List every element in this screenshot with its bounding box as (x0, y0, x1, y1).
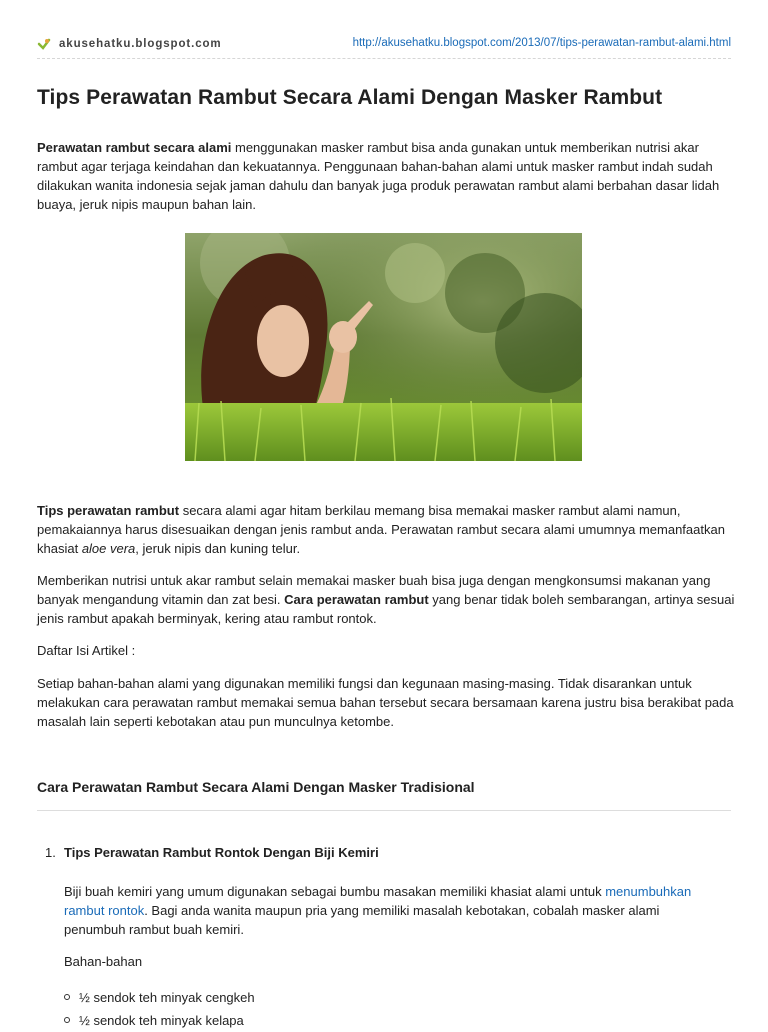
item-text-1: Biji buah kemiri yang umum digunakan sebagai bumbu masakan memiliki khasiat alami untuk (64, 884, 606, 899)
p3-text-2: yang benar tidak boleh sembarangan, artinya sesuai jenis rambut apakah berminyak, kering atau rambut rontok. (37, 592, 735, 626)
ingredients-label: Bahan-bahan (64, 954, 143, 969)
paragraph-4: Setiap bahan-bahan alami yang digunakan memiliki fungsi dan kegunaan masing-masing. Tidak disarankan untuk melakukan cara perawatan rambut memakai semua bahan tersebut secara bersamaan karena justru bisa berakibat pada masalah lain seperti kebotakan atau pun munculnya ketombe. (37, 676, 734, 729)
ingredient-text: ½ sendok teh minyak cengkeh (79, 990, 255, 1005)
p2-bold: Tips perawatan rambut (37, 503, 180, 518)
paragraph-2 (37, 501, 737, 558)
list-item (64, 1009, 255, 1032)
article-photo (185, 233, 582, 461)
list-item-title: Tips Perawatan Rambut Rontok Dengan Biji Kemiri (64, 845, 379, 860)
intro-bold: Perawatan rambut secara alami (37, 140, 232, 155)
toc-label: Daftar Isi Artikel : (37, 643, 136, 658)
p3-text-1: Memberikan nutrisi untuk akar rambut selain memakai masker buah bisa juga dengan mengkonsumsi makanan yang banyak mengandung vitamin dan zat besi. (37, 573, 711, 607)
p2-text-2: , jeruk nipis dan kuning telur. (135, 541, 301, 556)
source-url-link[interactable]: http://akusehatku.blogspot.com/2013/07/tips-perawatan-rambut-alami.html (352, 37, 731, 49)
hair-regrowth-link[interactable]: menumbuhkan rambut rontok (64, 884, 692, 918)
site-logo-icon (37, 37, 51, 51)
ingredients-list (64, 986, 255, 1032)
article-title: Tips Perawatan Rambut Secara Alami Dengan Masker Rambut (37, 86, 663, 109)
photo-illustration (185, 233, 582, 461)
intro-text: menggunakan masker rambut bisa anda gunakan untuk memberikan nutrisi akar rambut agar terjaga keindahan dan kekuatannya. Penggunaan bahan-bahan alami untuk masker rambut indah sudah dilakukan wanita indonesia sejak jaman dahulu dan banyak juga produk perawatan rambut alami berbahan dasar lidah buaya, jeruk nipis maupun bahan lain. (37, 140, 720, 212)
intro-paragraph (37, 138, 737, 214)
site-brand[interactable] (37, 37, 222, 51)
site-name: akusehatku.blogspot.com (59, 38, 222, 50)
bullet-icon (64, 1017, 70, 1023)
paragraph-3 (37, 571, 737, 628)
bullet-icon (64, 994, 70, 1000)
ingredient-text: ½ sendok teh minyak kelapa (79, 1013, 244, 1028)
p2-italic: aloe vera (81, 541, 136, 556)
p3-bold: Cara perawatan rambut (284, 592, 429, 607)
list-item (64, 986, 255, 1009)
list-item-number: 1. (45, 845, 56, 860)
item-text-2: . Bagi anda wanita maupun pria yang memiliki masalah kebotakan, cobalah masker alami penumbuh rambut buah kemiri. (64, 903, 660, 937)
item-paragraph (64, 882, 714, 939)
list-item (45, 845, 379, 860)
section-heading: Cara Perawatan Rambut Secara Alami Dengan Masker Tradisional (37, 779, 731, 811)
page-header (37, 34, 731, 59)
p2-text-1: secara alami agar hitam berkilau memang bisa memakai masker rambut alami namun, pemakaiannya harus disesuaikan dengan jenis rambut anda. Perawatan rambut secara alami umumnya memanfaatkan khasiat (37, 503, 725, 556)
